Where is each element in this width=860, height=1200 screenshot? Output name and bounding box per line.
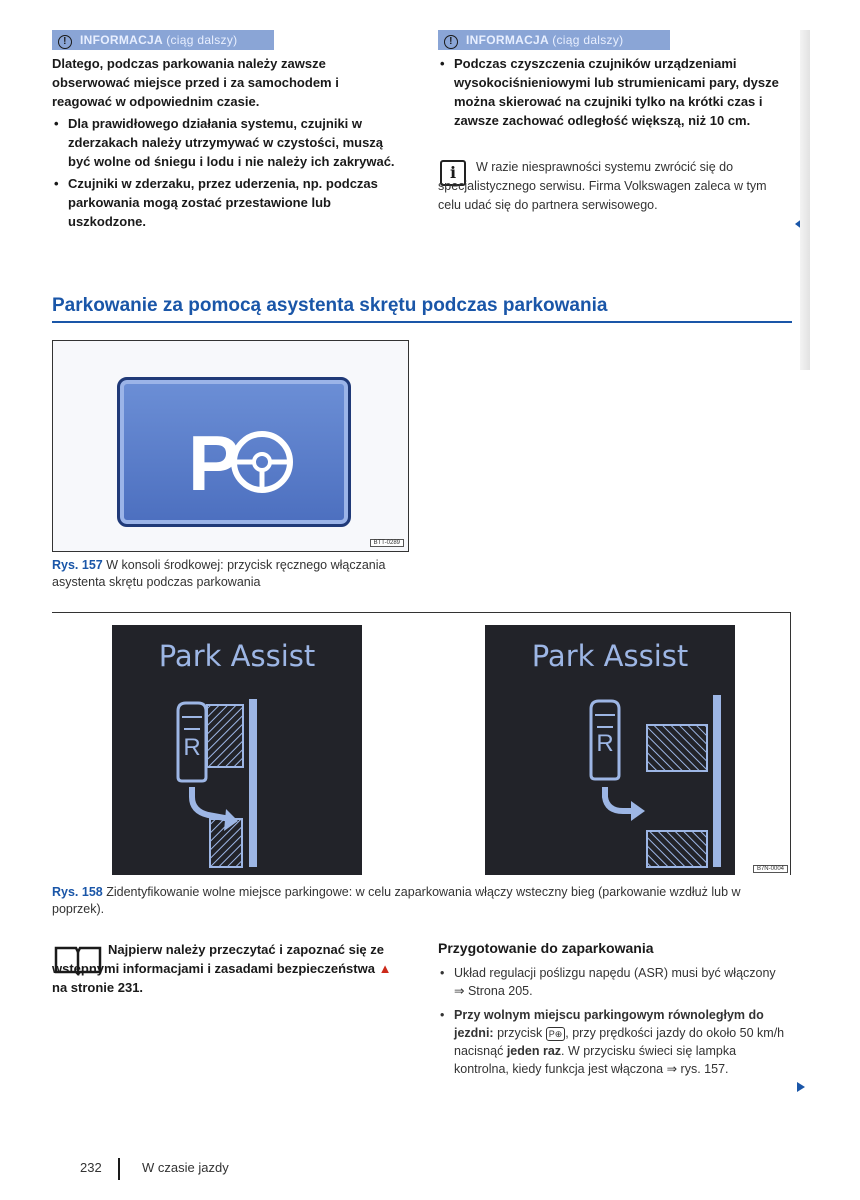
info-bullet: • Czujniki w zderzaku, przez uderzenia, np. podczas parkowania mogą zostać przestawione lub uszkodzone. [52,174,402,231]
park-assist-button-icon: P⊕ [546,1027,566,1041]
read-first-text: Najpierw należy przeczytać i zapoznać się ze wstępnymi informacjami i zasadami bezpieczeństwa [52,942,385,976]
info-title: INFORMACJA [466,33,549,47]
caption-text: Zidentyfikowanie wolne miejsce parkingowe: w celu zaparkowania włączy wsteczny bieg (parkowanie wzdłuż lub w poprzek). [52,885,741,916]
note-text: W razie niesprawności systemu zwrócić się do specjalistycznego serwisu. Firma Volkswagen zaleca w tym celu udać się do partnera serwisowego. [438,160,767,212]
info-header-left [52,30,274,50]
info-right-body [438,54,788,133]
prep-text: , przy prędkości jazdy do około 50 km/h nacisnąć [454,1026,785,1058]
info-header-right [438,30,670,50]
prep-heading: Przygotowanie do zaparkowania [438,940,654,956]
info-paragraph: Dlatego, podczas parkowania należy zawsze obserwować miejsce przed i za samochodem i reagować w odpowiednim czasie. [52,56,339,109]
page-edge-shadow [800,30,810,370]
note-icon: i [440,160,466,186]
info-paren: (ciąg dalszy) [166,33,238,47]
prep-bullet: • Układ regulacji poślizgu napędu (ASR) musi być włączony ⇒ Strona 205. [438,964,788,1000]
screen-title: Park Assist [531,639,689,673]
display-screen-left [112,625,362,875]
continue-arrow-icon [797,1082,805,1092]
figure-157 [52,340,409,552]
figure-157-caption [52,557,407,591]
warning-icon: ▲ [378,961,392,976]
prep-text: . W przycisku świeci się lampka kontrolna, kiedy funkcja jest włączona ⇒ rys. 157. [454,1044,737,1076]
park-assist-button [117,377,351,527]
info-paren: (ciąg dalszy) [552,33,624,47]
screen-title: Park Assist [158,639,316,673]
read-first-page: na stronie 231. [52,980,144,995]
prep-text: przycisk [497,1026,543,1040]
figure-code: BTT-0289 [370,539,404,547]
parallel-parking-diagram [112,625,362,875]
figure-code: B7N-0004 [753,865,788,873]
footer-divider [118,1158,120,1180]
figure-158-caption [52,884,792,918]
info-icon: ! [444,35,458,49]
prep-bold: jeden raz [506,1044,562,1058]
reverse-gear-indicator: R [596,730,614,757]
page-number: 232 [80,1160,102,1175]
info-title: INFORMACJA [80,33,163,47]
svg-text:P: P [188,419,241,507]
display-screen-right [485,625,735,875]
caption-number: Rys. 157 [52,558,103,572]
prep-bold: Przy wolnym miejscu parkingowym równoległym do jezdni: [454,1008,764,1040]
caption-number: Rys. 158 [52,885,103,899]
info-icon: ! [58,35,72,49]
caption-text: W konsoli środkowej: przycisk ręcznego włączania asystenta skrętu podczas parkowania [52,558,386,589]
section-title: Parkowanie za pomocą asystenta skrętu podczas parkowania [52,295,792,323]
figure-158 [52,612,791,875]
reverse-gear-indicator: R [183,734,201,761]
prep-body [438,964,788,1084]
info-bullet: • Podczas czyszczenia czujników urządzeniami wysokociśnieniowymi lub strumienicami pary, dysze można skierować na czujniki tylko na krótki czas i zawsze zachować odległość większą, niż 10 cm. [438,54,788,130]
footer-section: W czasie jazdy [142,1160,229,1175]
info-bullet: • Dla prawidłowego działania systemu, czujniki w zderzakach należy utrzymywać w czystości, muszą być wolne od śniegu i lodu i nie należy ich zakrywać. [52,114,402,171]
info-left-body [52,54,402,234]
park-assist-icon [120,380,348,524]
read-first-note [52,940,402,997]
prep-bullet [438,1006,788,1078]
